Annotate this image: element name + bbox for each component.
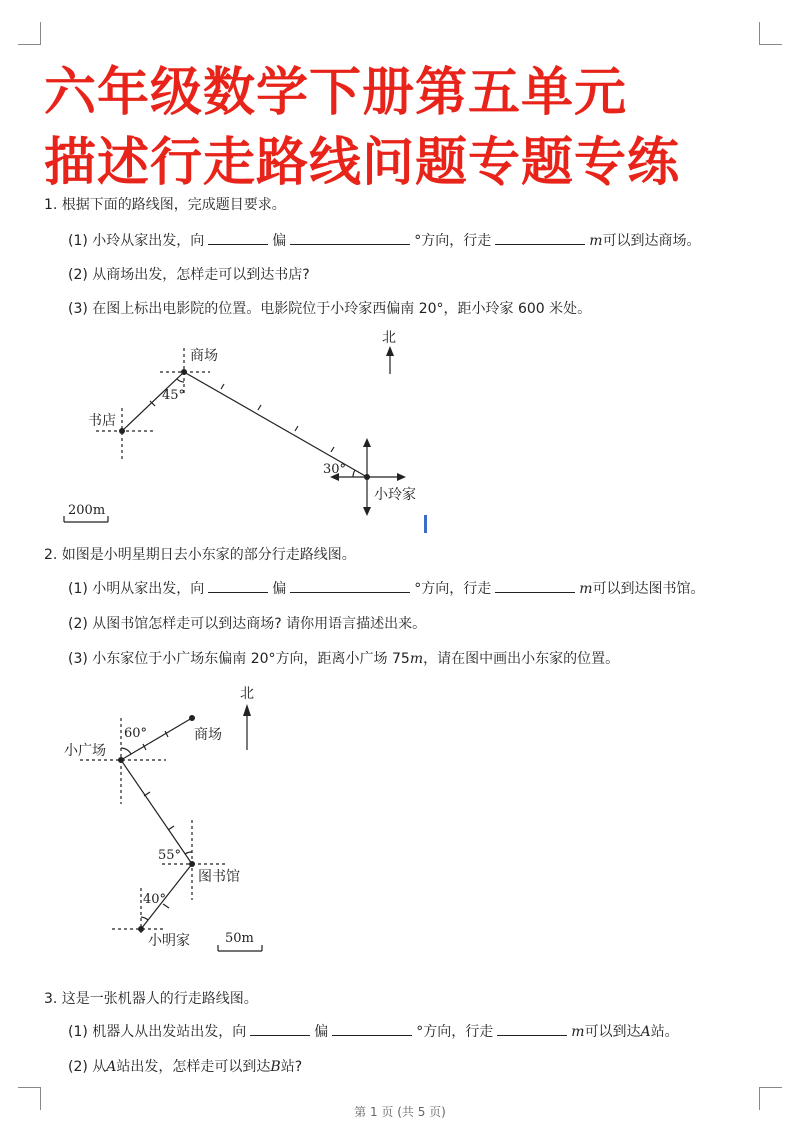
north-label-1: 北 [382,330,396,346]
scale-label-2: 50m [225,931,254,946]
bookstore-label: 书店 [88,413,116,429]
question-1-stem: 1. 根据下面的路线图，完成题目要求。 [44,197,286,213]
library-point [189,861,195,867]
question-2-part-1: (1) 小明从家出发，向 偏 °方向，行走 m可以到达图书馆。 [68,581,705,597]
north-label-2: 北 [240,686,254,702]
question-1-part-2: (2) 从商场出发，怎样走可以到达书店? [68,267,310,283]
xiaoling-home-label: 小玲家 [374,487,416,503]
mall-label-1: 商场 [190,348,218,364]
scale-label-1: 200m [68,503,106,518]
library-label: 图书馆 [198,869,240,885]
question-3-part-1: (1) 机器人从出发站出发，向 偏 °方向，行走 m可以到达A站。 [68,1024,679,1040]
question-2-part-3: (3) 小东家位于小广场东偏南 20°方向，距离小广场 75m，请在图中画出小东家的位置。 [68,651,620,667]
mall-label-2: 商场 [194,727,222,743]
xiaoming-home-label: 小明家 [148,933,190,949]
xiaoming-home-point [138,926,144,932]
north-arrow-head-2 [243,704,251,716]
page-title-line-1: 六年级数学下册第五单元 [44,63,628,123]
question-2-stem: 2. 如图是小明星期日去小东家的部分行走路线图。 [44,547,356,563]
question-1-part-1: (1) 小玲从家出发，向 偏 °方向，行走 m可以到达商场。 [68,233,701,249]
angle-label-30: 30° [323,462,347,477]
angle-label-60: 60° [124,726,148,741]
square-point [118,757,124,763]
question-2-part-2: (2) 从图书馆怎样走可以到达商场? 请你用语言描述出来。 [68,616,427,632]
square-label: 小广场 [64,743,106,759]
route-square-library [121,760,192,864]
angle-label-40: 40° [143,892,167,907]
angle-label-55: 55° [158,848,182,863]
question-3-stem: 3. 这是一张机器人的行走路线图。 [44,991,258,1007]
page-title-line-2: 描述行走路线问题专题专练 [44,133,681,193]
question-1-part-3: (3) 在图上标出电影院的位置。电影院位于小玲家西偏南 20°，距小玲家 600 米处。 [68,301,592,317]
page-footer: 第 1 页 (共 5 页) [354,1105,446,1119]
angle-label-45: 45° [162,388,186,403]
question-3-part-2: (2) 从A站出发，怎样走可以到达B站? [68,1059,303,1075]
mall-point-2 [189,715,195,721]
